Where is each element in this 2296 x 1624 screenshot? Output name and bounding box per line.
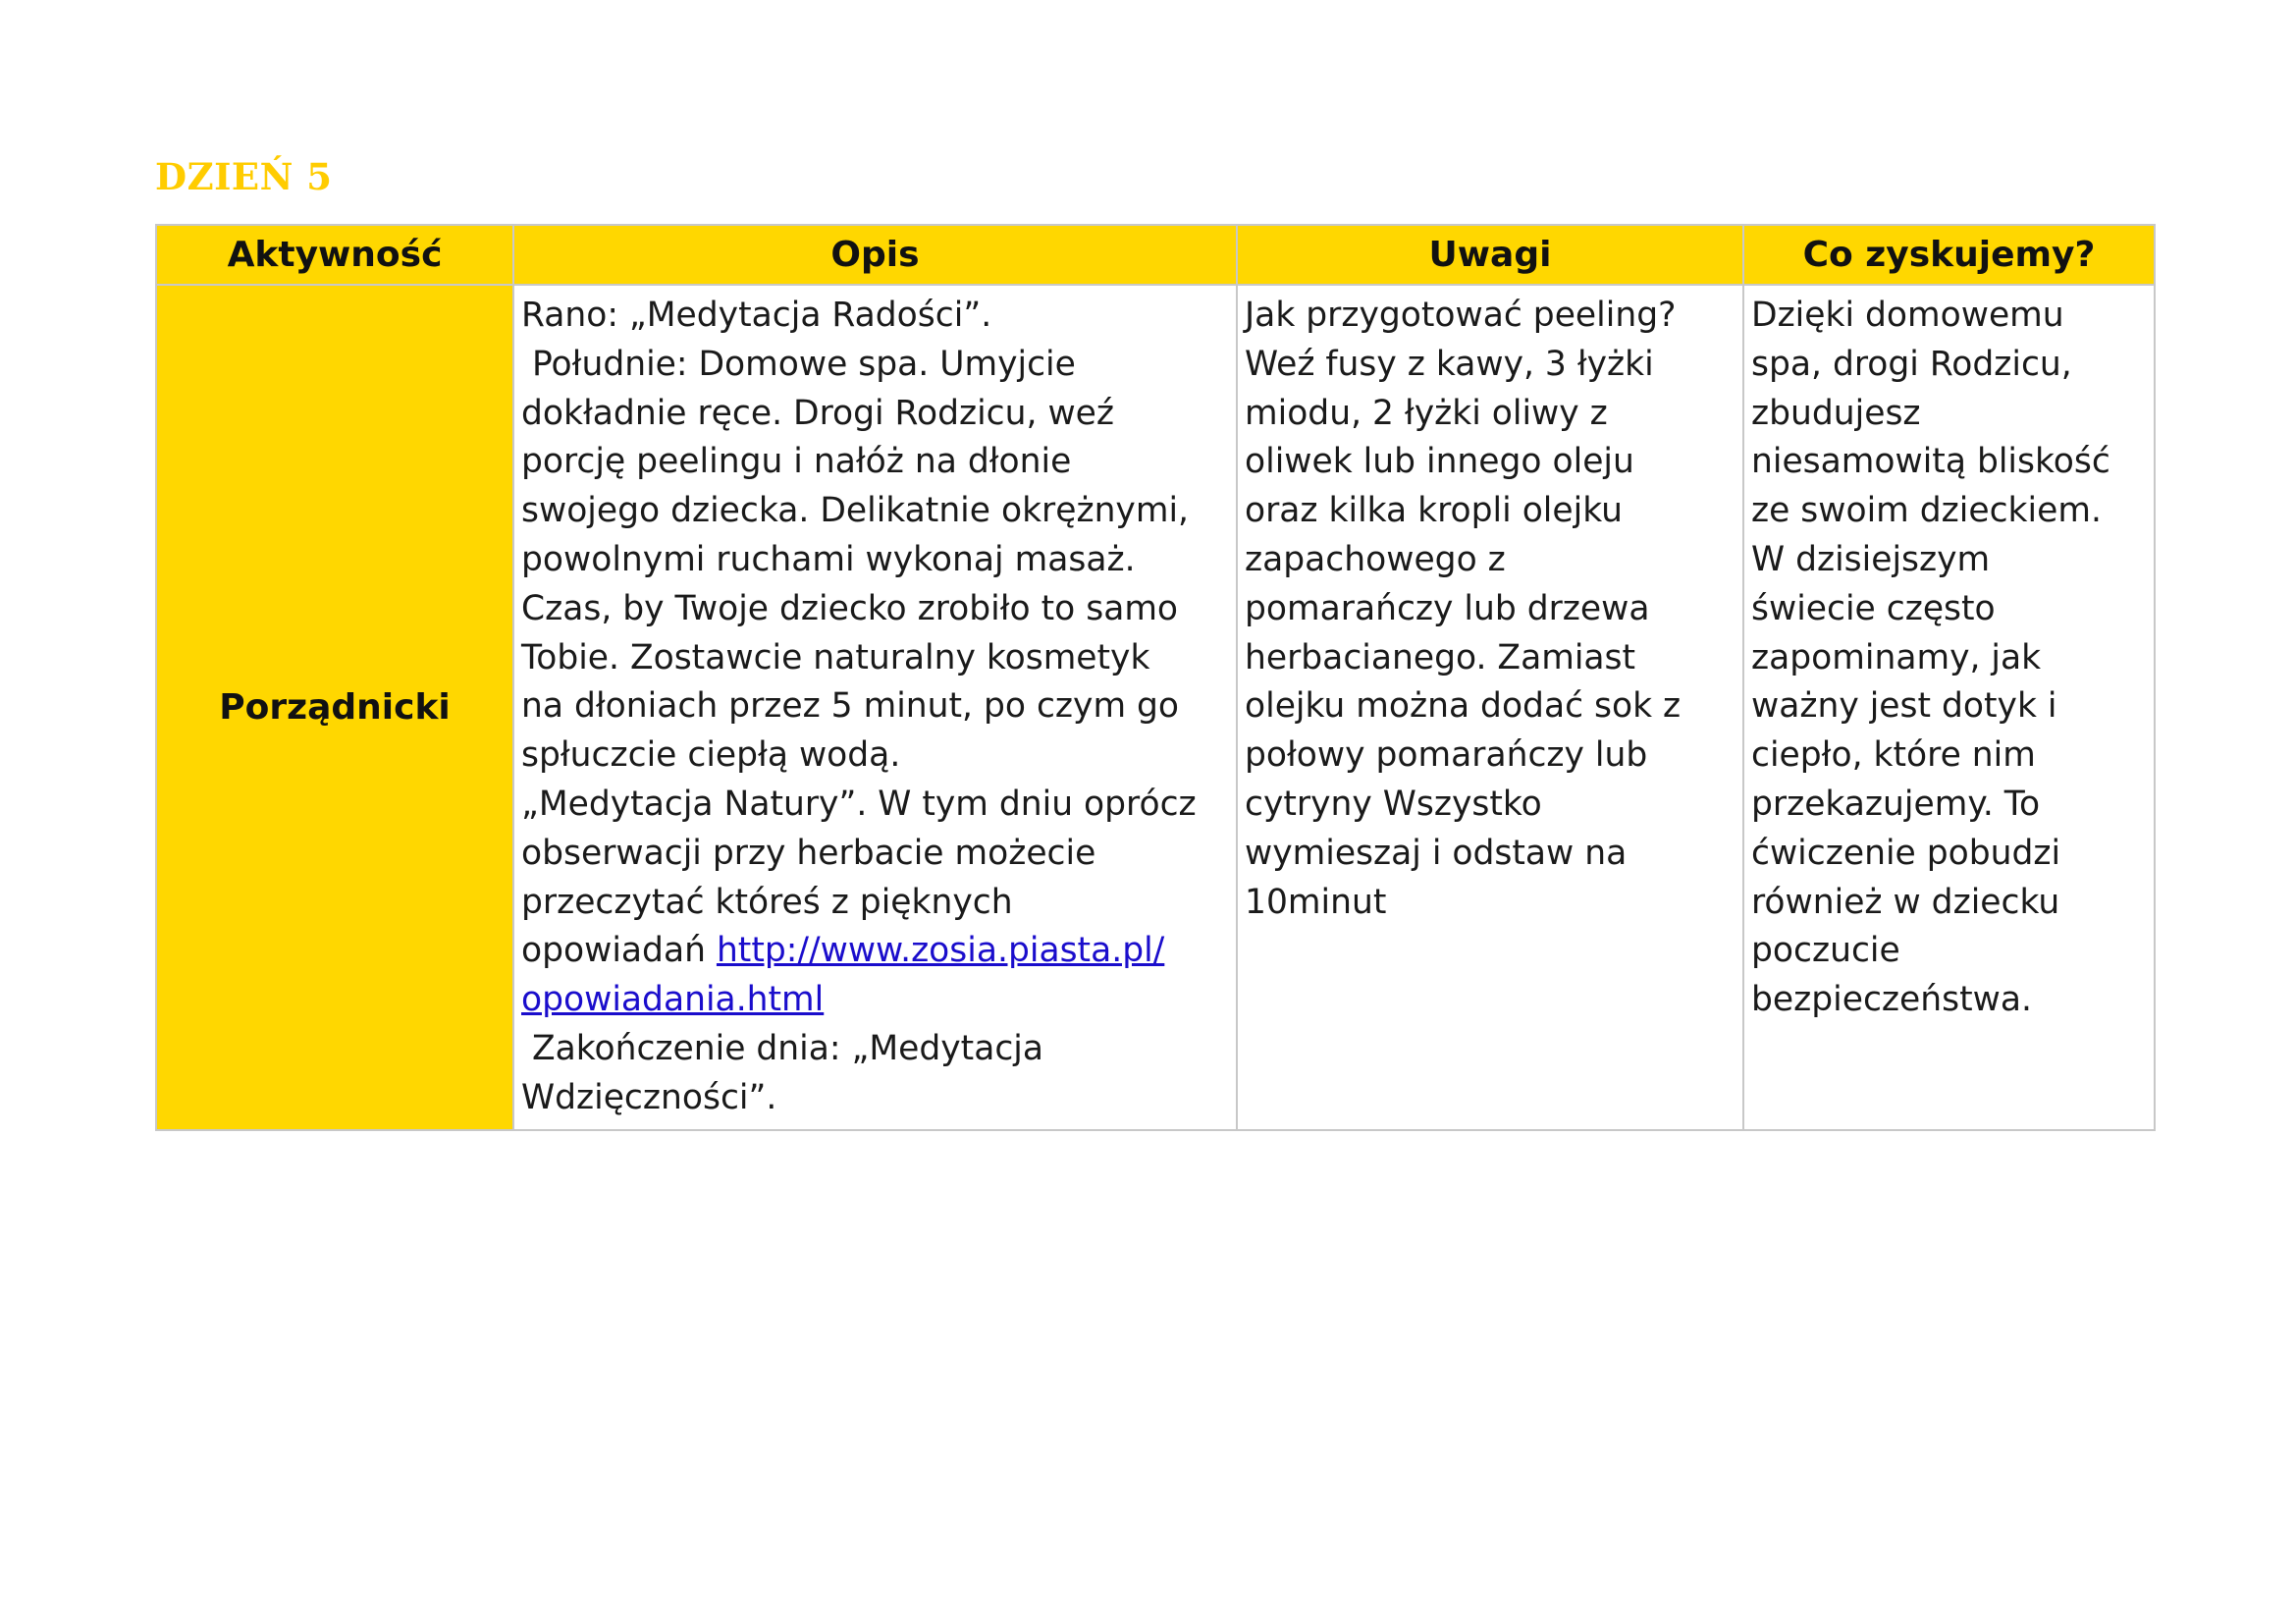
notes-line: cytryny Wszystko (1245, 784, 1542, 824)
description-line: Południe: Domowe spa. Umyjcie (521, 344, 1076, 384)
description-link-line (521, 976, 1228, 1025)
notes-cell (1237, 285, 1743, 1130)
notes-line: połowy pomarańczy lub (1245, 735, 1648, 776)
benefits-line: W dzisiejszym (1751, 539, 1991, 579)
description-line: Czas, by Twoje dziecko zrobiło to samo (521, 588, 1179, 628)
description-line: Zakończenie dnia: „Medytacja (521, 1028, 1044, 1068)
notes-line: oliwek lub innego oleju (1245, 442, 1634, 482)
benefits-line: spa, drogi Rodzicu, (1751, 344, 2072, 384)
benefits-line: ze swoim dzieckiem. (1751, 491, 2102, 531)
stories-link-part2[interactable]: opowiadania.html (521, 980, 825, 1020)
notes-line: oraz kilka kropli olejku (1245, 491, 1623, 531)
description-line: swojego dziecka. Delikatnie okrężnymi, (521, 491, 1190, 531)
description-line: porcję peelingu i nałóż na dłonie (521, 442, 1072, 482)
header-activity: Aktywność (156, 225, 513, 285)
benefits-line: ważny jest dotyk i (1751, 686, 2057, 727)
description-link-line (521, 927, 1228, 976)
description-line: Rano: „Medytacja Radości”. (521, 296, 992, 335)
notes-line: herbacianego. Zamiast (1245, 637, 1636, 677)
description-line: powolnymi ruchami wykonaj masaż. (521, 539, 1136, 579)
day-title: DZIEŃ 5 (155, 155, 333, 198)
notes-line: pomarańczy lub drzewa (1245, 588, 1650, 628)
benefits-line: również w dziecku (1751, 882, 2060, 922)
notes-line: miodu, 2 łyżki oliwy z (1245, 393, 1608, 433)
description-line: Tobie. Zostawcie naturalny kosmetyk (521, 637, 1150, 677)
description-cell (513, 285, 1237, 1130)
table-header-row (156, 225, 2155, 285)
notes-line: Weź fusy z kawy, 3 łyżki (1245, 344, 1654, 384)
benefits-line: poczucie (1751, 931, 1900, 971)
stories-link-part1[interactable]: http://www.zosia.piasta.pl/ (716, 931, 1165, 971)
description-line: przeczytać któreś z pięknych (521, 882, 1013, 922)
notes-line: olejku można dodać sok z (1245, 686, 1682, 727)
benefits-line: bezpieczeństwa. (1751, 980, 2032, 1020)
benefits-line: Dzięki domowemu (1751, 296, 2064, 335)
description-line: Wdzięczności”. (521, 1077, 777, 1117)
description-line: obserwacji przy herbacie możecie (521, 833, 1096, 873)
activity-table (155, 224, 2156, 1131)
notes-line: 10minut (1245, 882, 1387, 922)
notes-line: wymieszaj i odstaw na (1245, 833, 1628, 873)
notes-line: zapachowego z (1245, 539, 1506, 579)
link-prefix: opowiadań (521, 931, 717, 971)
benefits-line: zbudujesz (1751, 393, 1921, 433)
description-line: dokładnie ręce. Drogi Rodzicu, weź (521, 393, 1115, 433)
header-notes: Uwagi (1237, 225, 1743, 285)
notes-line: Jak przygotować peeling? (1245, 296, 1677, 335)
table-row (156, 285, 2155, 1130)
header-description: Opis (513, 225, 1237, 285)
benefits-line: ćwiczenie pobudzi (1751, 833, 2061, 873)
description-line: na dłoniach przez 5 minut, po czym go (521, 686, 1180, 727)
benefits-line: przekazujemy. To (1751, 784, 2041, 824)
benefits-line: niesamowitą bliskość (1751, 442, 2110, 482)
benefits-cell (1743, 285, 2155, 1130)
header-benefits: Co zyskujemy? (1743, 225, 2155, 285)
benefits-line: ciepło, które nim (1751, 735, 2036, 776)
benefits-line: zapominamy, jak (1751, 637, 2042, 677)
description-line: „Medytacja Natury”. W tym dniu oprócz (521, 784, 1197, 824)
activity-cell: Porządnicki (156, 285, 513, 1130)
description-line: spłuczcie ciepłą wodą. (521, 735, 901, 776)
benefits-line: świecie często (1751, 588, 1996, 628)
